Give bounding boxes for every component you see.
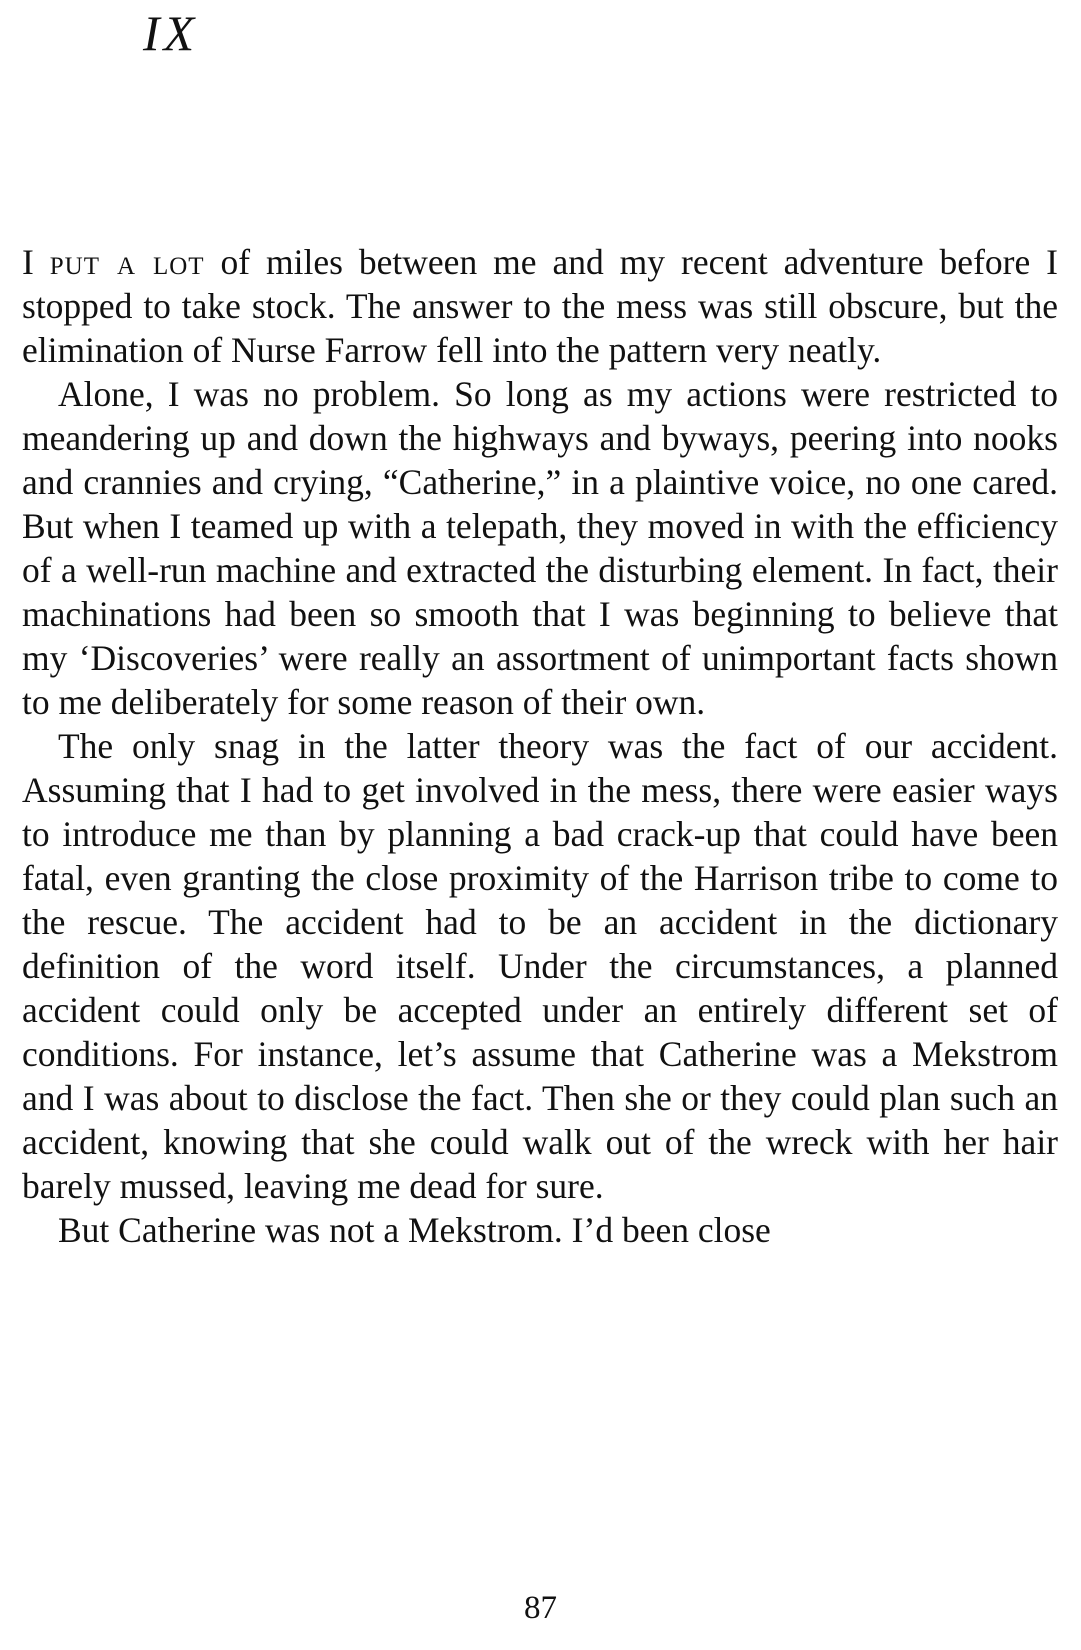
paragraph-4: But Catherine was not a Mekstrom. I’d been close (58, 1210, 771, 1250)
chapter-body (22, 240, 1058, 1252)
drop-lead: I (22, 242, 34, 282)
paragraph-1 (22, 240, 1058, 372)
small-caps-lead: put a lot (49, 242, 205, 282)
paragraph-2: Alone, I was no problem. So long as my actions were restricted to meandering up and down the highways and byways, peering into nooks and crannies and crying, “Catherine,” in a plaintive voice, no one cared. But when I teamed up with a telepath, they moved in with the efficiency of a well-run machine and extracted the disturbing element. In fact, their machinations had been so smooth that I was beginning to believe that my ‘Discoveries’ were really an assortment of unimportant facts shown to me deliberately for some reason of their own. (22, 374, 1058, 722)
paragraph-3: The only snag in the latter theory was the fact of our accident. Assuming that I had to get involved in the mess, there were easier ways to introduce me than by planning a bad crack-up that could have been fatal, even granting the close proximity of the Harrison tribe to come to the rescue. The accident had to be an accident in the dictionary definition of the word itself. Under the circumstances, a planned accident could only be accepted under an entirely different set of conditions. For instance, let’s assume that Catherine was a Mekstrom and I was about to disclose the fact. Then she or they could plan such an accident, knowing that she could walk out of the wreck with her hair barely mussed, leaving me dead for sure. (22, 726, 1058, 1206)
paragraph-1-text: of miles between me and my recent adventure before I stopped to take stock. The answer to the mess was still obscure, but the elimination of Nurse Farrow fell into the pattern very neatly. (22, 242, 1058, 370)
page-number: 87 (524, 1590, 557, 1626)
chapter-number: IX (143, 5, 199, 61)
